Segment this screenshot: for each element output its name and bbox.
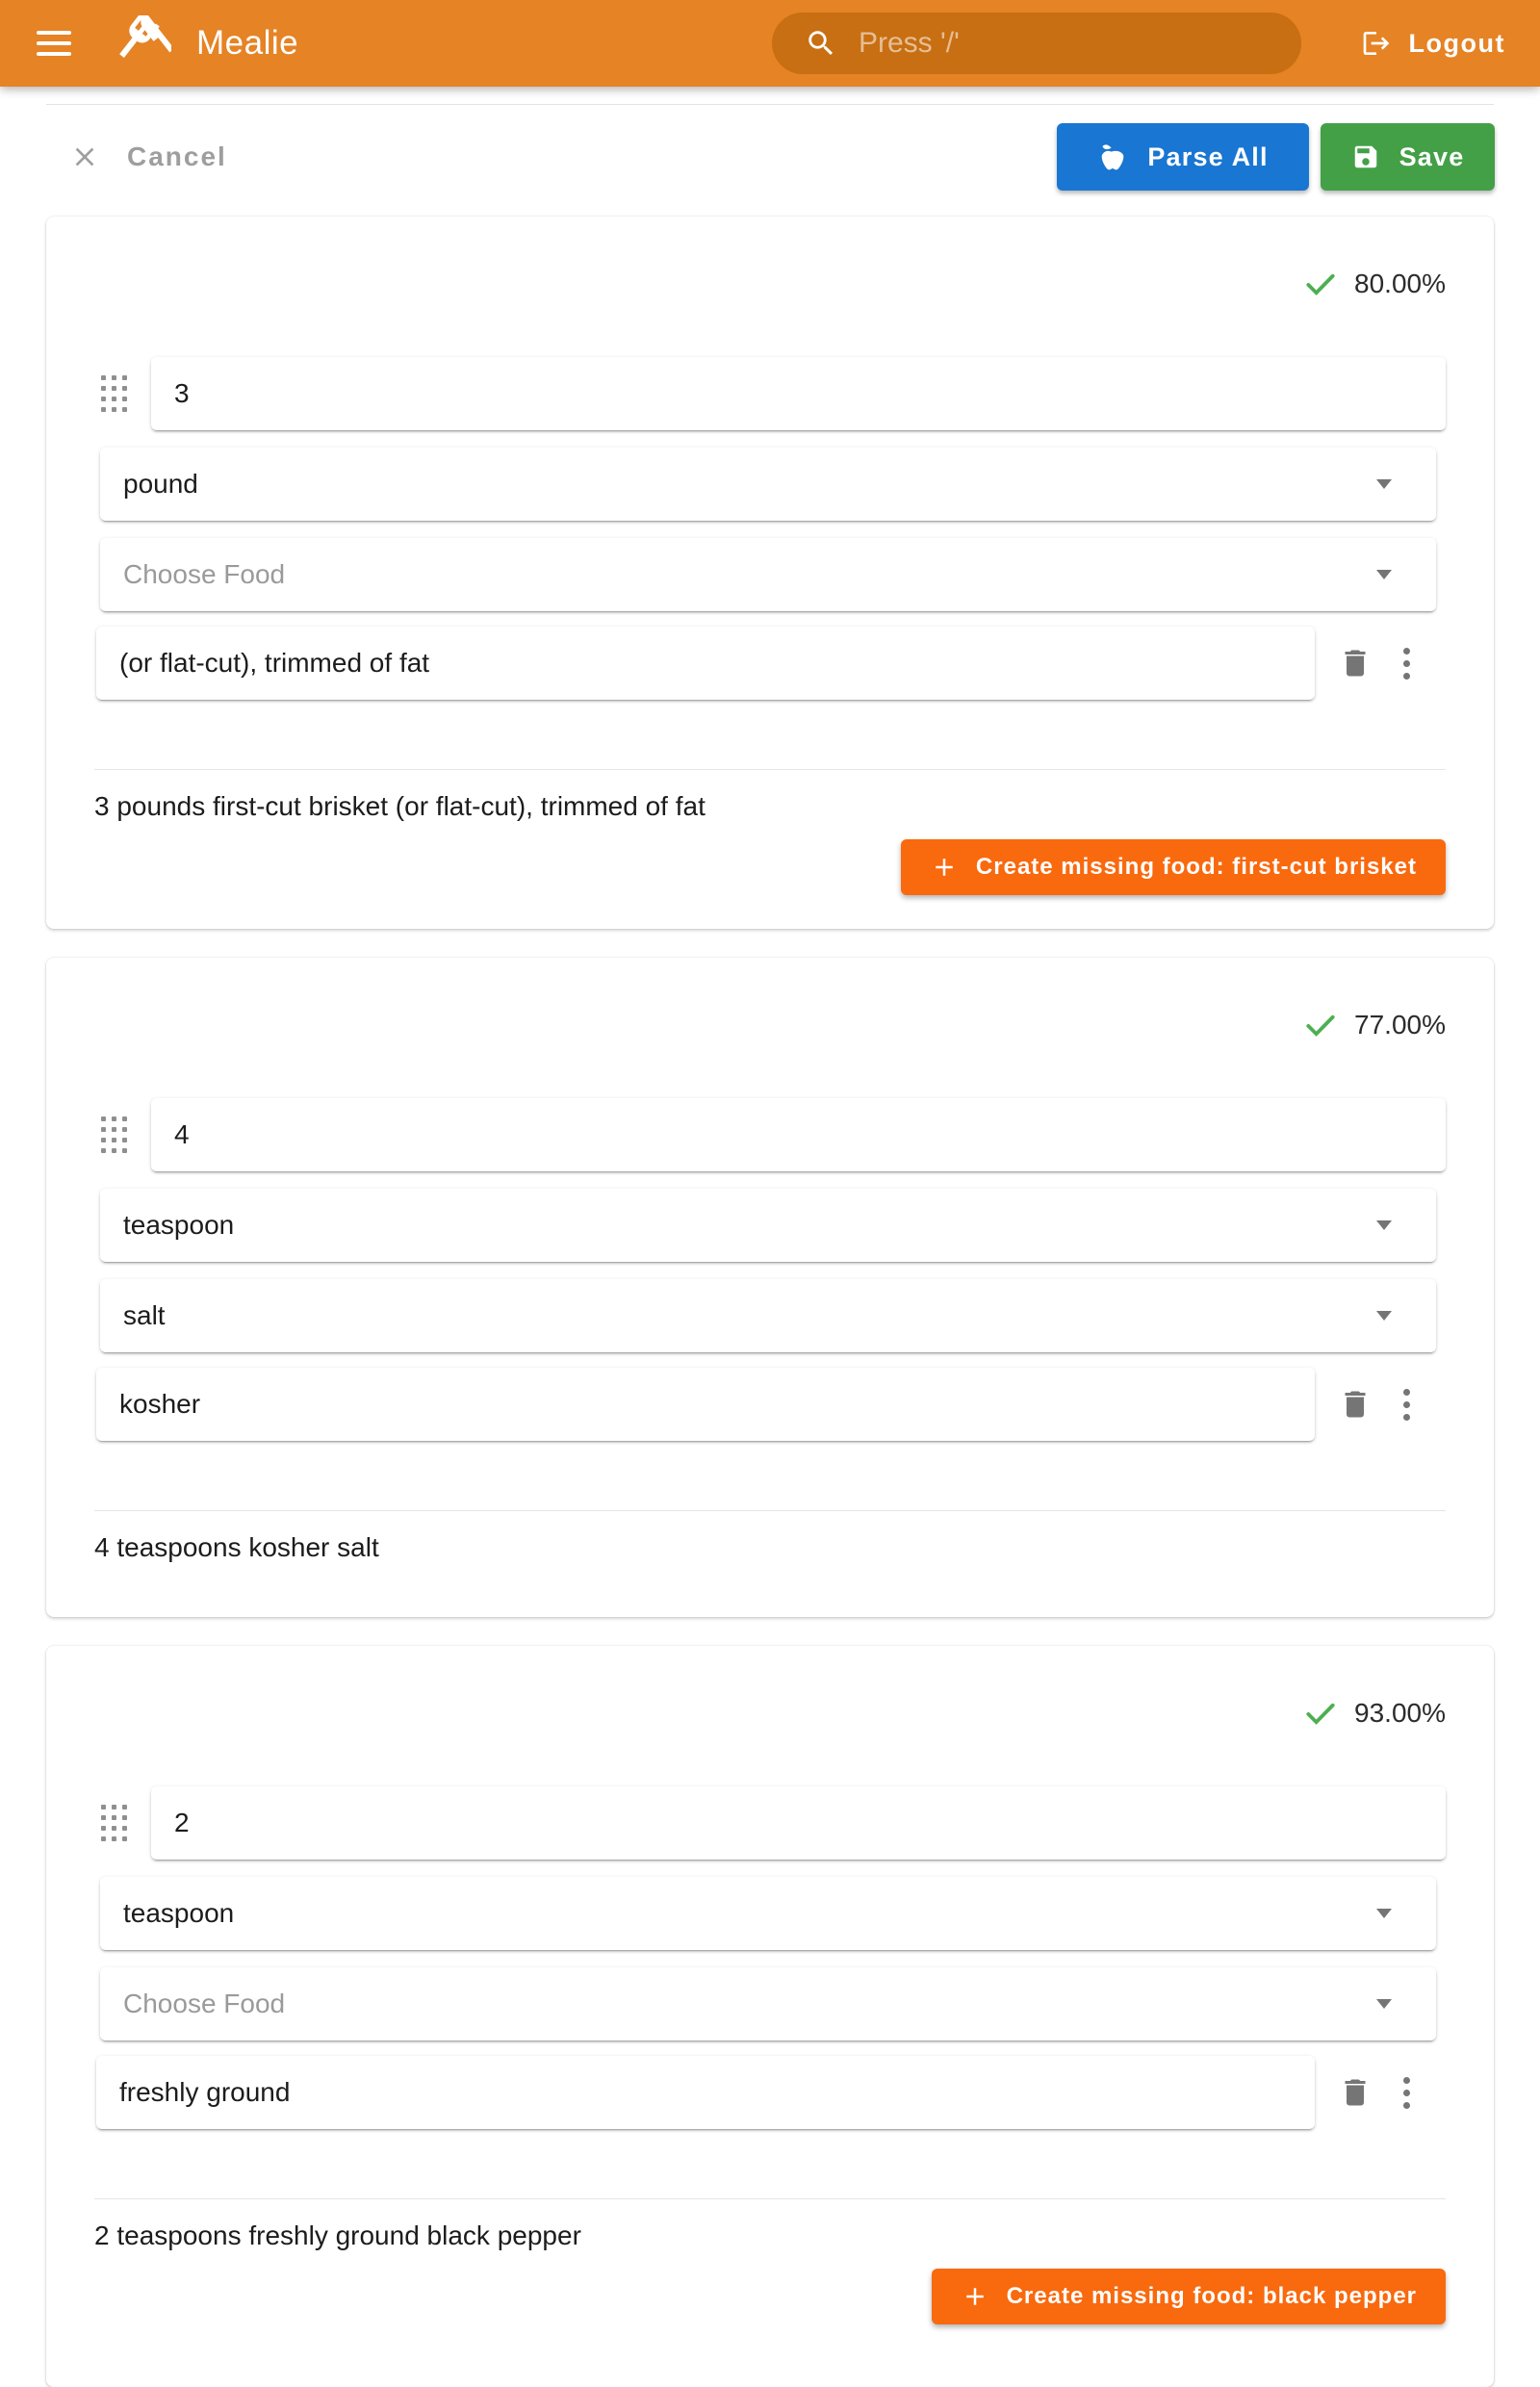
- chevron-down-icon: [1376, 479, 1392, 489]
- create-missing-food-label: Create missing food: first-cut brisket: [975, 854, 1417, 880]
- search-icon: [805, 27, 837, 60]
- confidence-value: 77.00%: [1354, 1010, 1446, 1040]
- logout-icon: [1361, 28, 1392, 59]
- food-placeholder: Choose Food: [123, 1989, 286, 2018]
- note-input[interactable]: [96, 1368, 1315, 1441]
- drag-handle-icon[interactable]: [101, 1116, 127, 1153]
- trash-icon: [1338, 2075, 1373, 2110]
- unit-select[interactable]: [100, 1877, 1436, 1950]
- note-input[interactable]: [96, 627, 1315, 700]
- food-placeholder: Choose Food: [123, 559, 286, 589]
- logout-label: Logout: [1408, 28, 1505, 58]
- more-options-button[interactable]: [1403, 648, 1410, 680]
- delete-button[interactable]: [1338, 2075, 1373, 2110]
- food-select[interactable]: [100, 538, 1436, 611]
- delete-button[interactable]: [1338, 646, 1373, 680]
- cancel-button[interactable]: [69, 123, 227, 191]
- unit-select[interactable]: [100, 1189, 1436, 1262]
- quantity-input[interactable]: [151, 357, 1446, 430]
- create-missing-food-button[interactable]: [932, 2269, 1446, 2324]
- logout-button[interactable]: [1361, 0, 1505, 87]
- parse-all-button[interactable]: [1057, 123, 1309, 191]
- app-title: Mealie: [196, 24, 299, 62]
- cancel-label: Cancel: [127, 141, 227, 171]
- drag-handle-icon[interactable]: [101, 375, 127, 412]
- trash-icon: [1338, 646, 1373, 680]
- food-select[interactable]: [100, 1967, 1436, 2040]
- chevron-down-icon: [1376, 1909, 1392, 1918]
- app-bar: [0, 0, 1540, 87]
- kebab-icon: [1403, 1389, 1410, 1396]
- food-value: salt: [123, 1300, 166, 1330]
- ingredient-card: [46, 217, 1494, 929]
- quantity-input[interactable]: [151, 1786, 1446, 1860]
- unit-value: pound: [123, 469, 198, 499]
- original-ingredient-text: 2 teaspoons freshly ground black pepper: [94, 2220, 581, 2250]
- search-input[interactable]: [772, 13, 1301, 74]
- save-label: Save: [1399, 141, 1465, 171]
- kebab-icon: [1403, 648, 1410, 654]
- unit-select[interactable]: [100, 448, 1436, 521]
- search-placeholder: Press '/': [859, 27, 960, 59]
- more-options-button[interactable]: [1403, 2077, 1410, 2109]
- menu-icon[interactable]: [37, 31, 71, 56]
- chevron-down-icon: [1376, 1220, 1392, 1230]
- create-missing-food-label: Create missing food: black pepper: [1006, 2283, 1417, 2309]
- divider: [94, 2198, 1446, 2199]
- ingredient-card: [46, 958, 1494, 1617]
- create-missing-food-button[interactable]: [901, 839, 1446, 895]
- original-ingredient-text: 3 pounds first-cut brisket (or flat-cut), trimmed of fat: [94, 791, 706, 821]
- drag-handle-icon[interactable]: [101, 1805, 127, 1841]
- divider: [94, 1510, 1446, 1511]
- divider: [46, 104, 1494, 105]
- chevron-down-icon: [1376, 570, 1392, 579]
- parse-all-label: Parse All: [1147, 141, 1269, 171]
- chevron-down-icon: [1376, 1999, 1392, 2009]
- more-options-button[interactable]: [1403, 1389, 1410, 1421]
- plus-icon: [930, 853, 959, 882]
- note-input[interactable]: [96, 2056, 1315, 2129]
- chevron-down-icon: [1376, 1311, 1392, 1321]
- silverware-logo-icon: [116, 15, 171, 71]
- plus-icon: [961, 2282, 989, 2311]
- unit-value: teaspoon: [123, 1898, 235, 1928]
- quantity-input[interactable]: [151, 1098, 1446, 1171]
- save-button[interactable]: [1321, 123, 1495, 191]
- food-select[interactable]: [100, 1279, 1436, 1352]
- confidence-value: 93.00%: [1354, 1698, 1446, 1728]
- apple-icon: [1097, 141, 1128, 172]
- kebab-icon: [1403, 2077, 1410, 2084]
- check-icon: [1302, 266, 1339, 302]
- confidence-value: 80.00%: [1354, 269, 1446, 298]
- save-floppy-icon: [1351, 142, 1380, 171]
- divider: [94, 769, 1446, 770]
- original-ingredient-text: 4 teaspoons kosher salt: [94, 1532, 379, 1562]
- check-icon: [1302, 1695, 1339, 1732]
- unit-value: teaspoon: [123, 1210, 235, 1240]
- close-icon: [69, 141, 100, 172]
- ingredient-card: [46, 1646, 1494, 2387]
- trash-icon: [1338, 1387, 1373, 1422]
- delete-button[interactable]: [1338, 1387, 1373, 1422]
- check-icon: [1302, 1007, 1339, 1043]
